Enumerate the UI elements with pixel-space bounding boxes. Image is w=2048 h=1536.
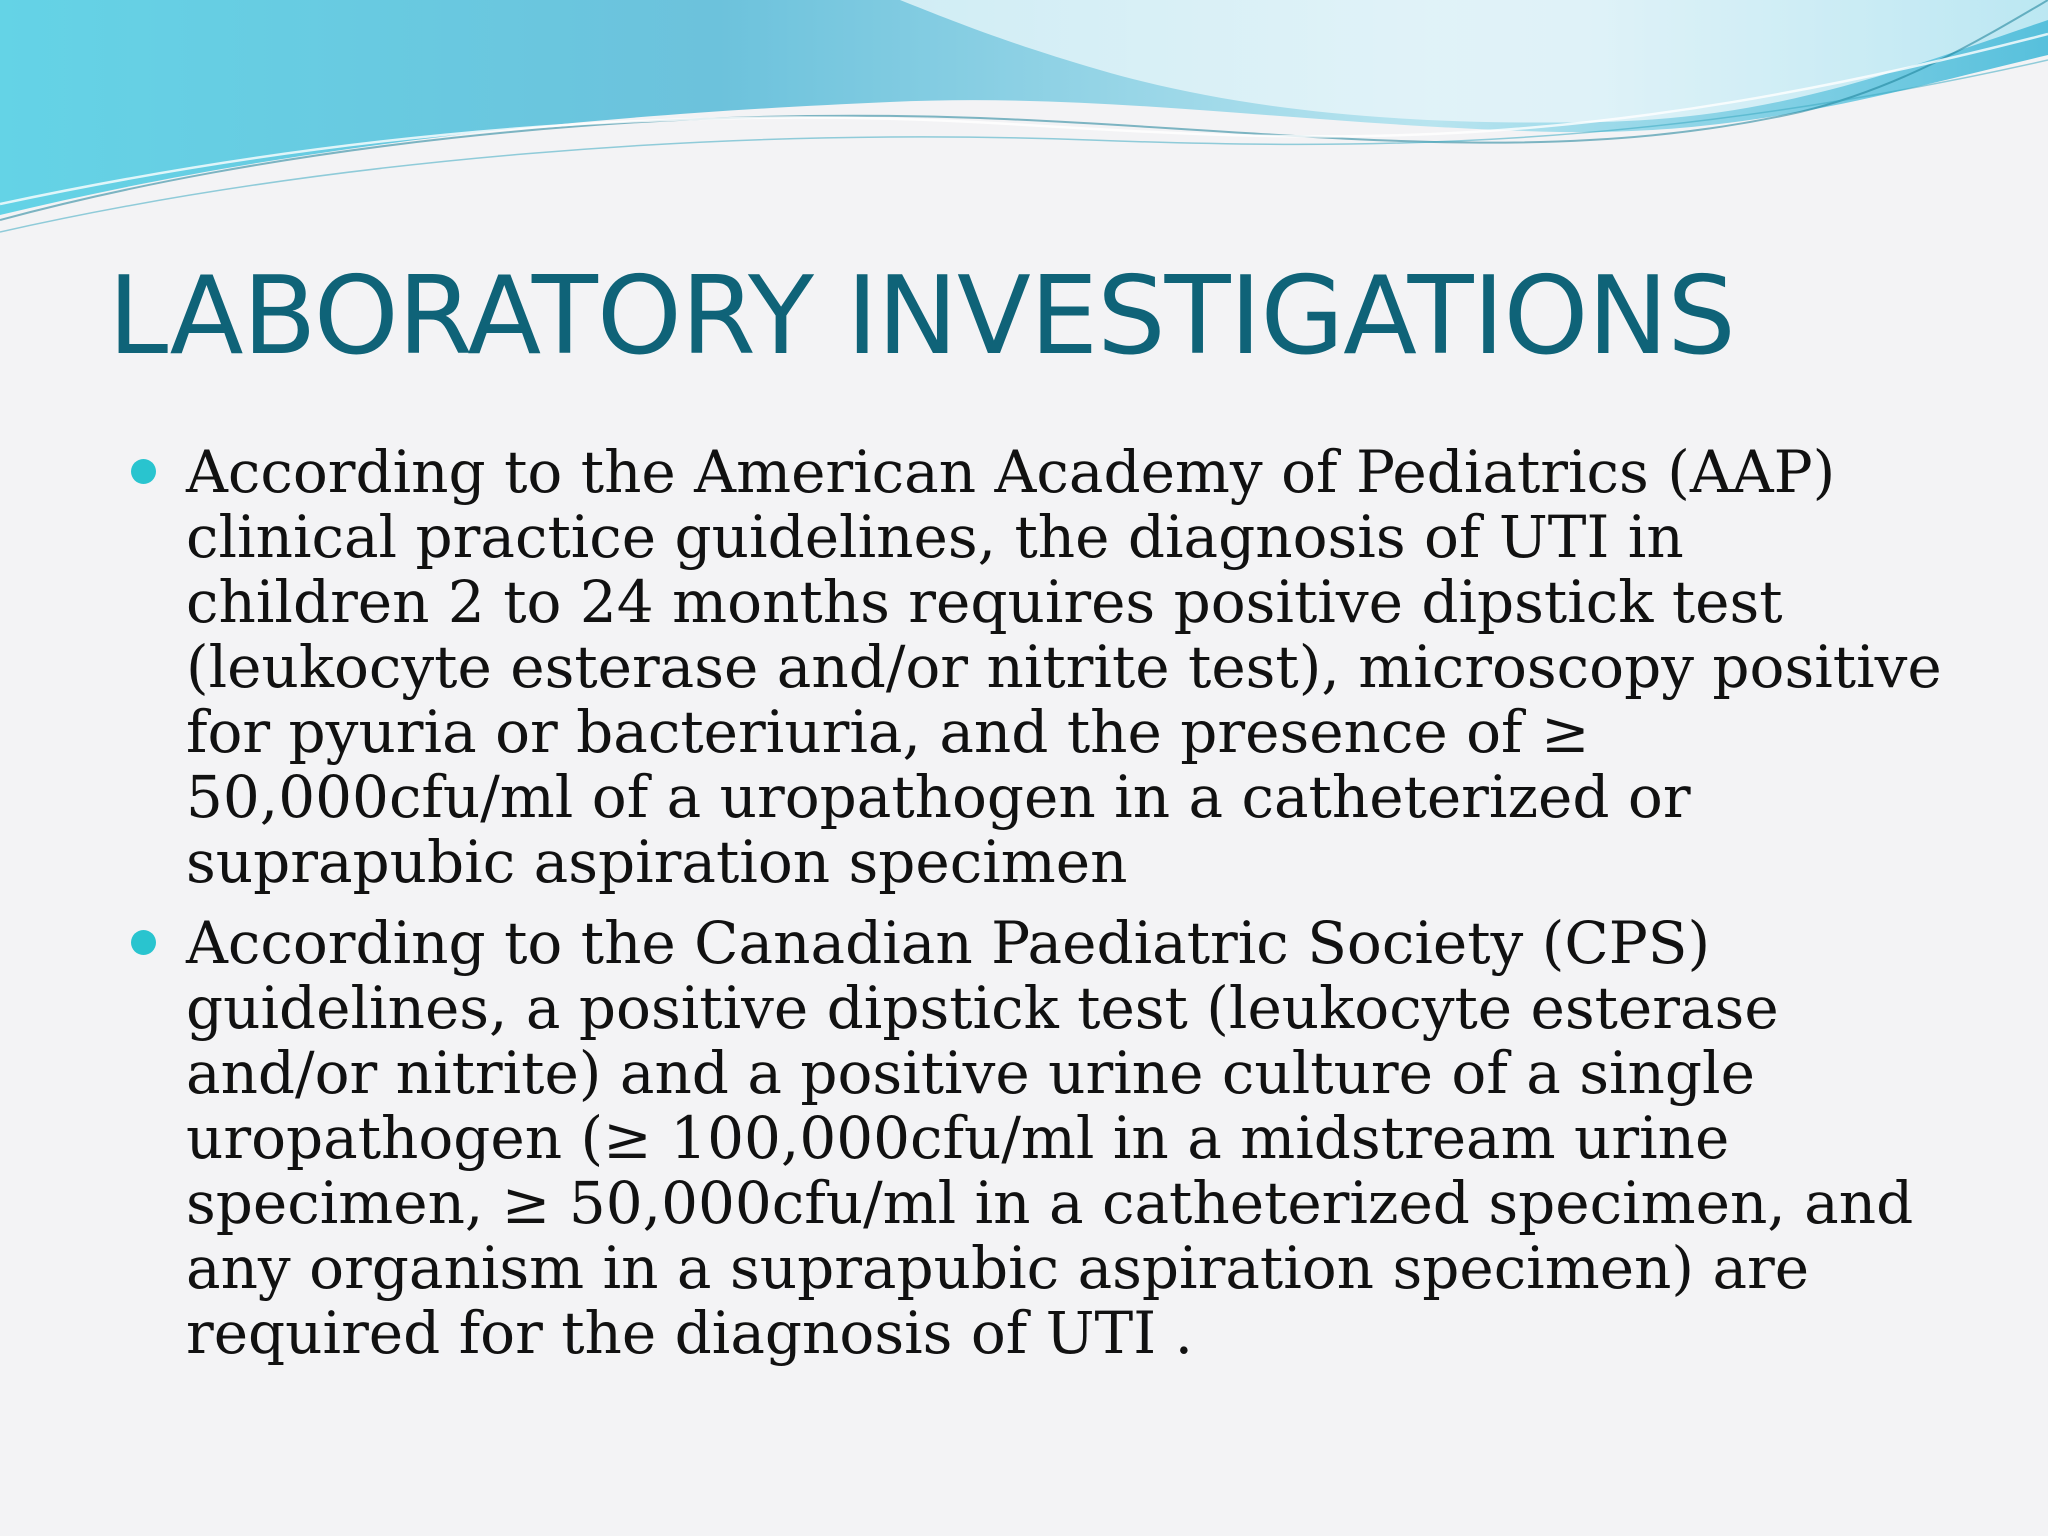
slide-title: LABORATORY INVESTIGATIONS: [108, 254, 1735, 379]
bullet-item-cps: [186, 911, 1986, 1366]
bullet-text-cps: According to the Canadian Paediatric Society (CPS) guidelines, a positive dipstick test (leukocyte esterase and/or nitrite) and a positive urine culture of a single uropathogen (≥ 100,000cfu/ml in a midstream urine specimen, ≥ 50,000cfu/ml in a catheterized specimen, and any organism in a suprapubic aspiration specimen) are required for the diagnosis of UTI .: [186, 909, 1914, 1367]
bullet-dot-icon: [131, 930, 156, 955]
bullet-dot-icon: [131, 459, 156, 484]
header-wave-decoration: [0, 0, 2048, 240]
bullet-item-aap: [186, 440, 1986, 895]
bullet-text-aap: According to the American Academy of Pediatrics (AAP) clinical practice guidelines, the diagnosis of UTI in children 2 to 24 months requires positive dipstick test (leukocyte esterase and/or nitrite test), microscopy positive for pyuria or bacteriuria, and the presence of ≥ 50,000cfu/ml of a uropathogen in a catheterized or suprapubic aspiration specimen: [186, 438, 1942, 896]
wave-band-light: [900, 0, 2048, 123]
bullet-list: [186, 440, 1986, 1382]
